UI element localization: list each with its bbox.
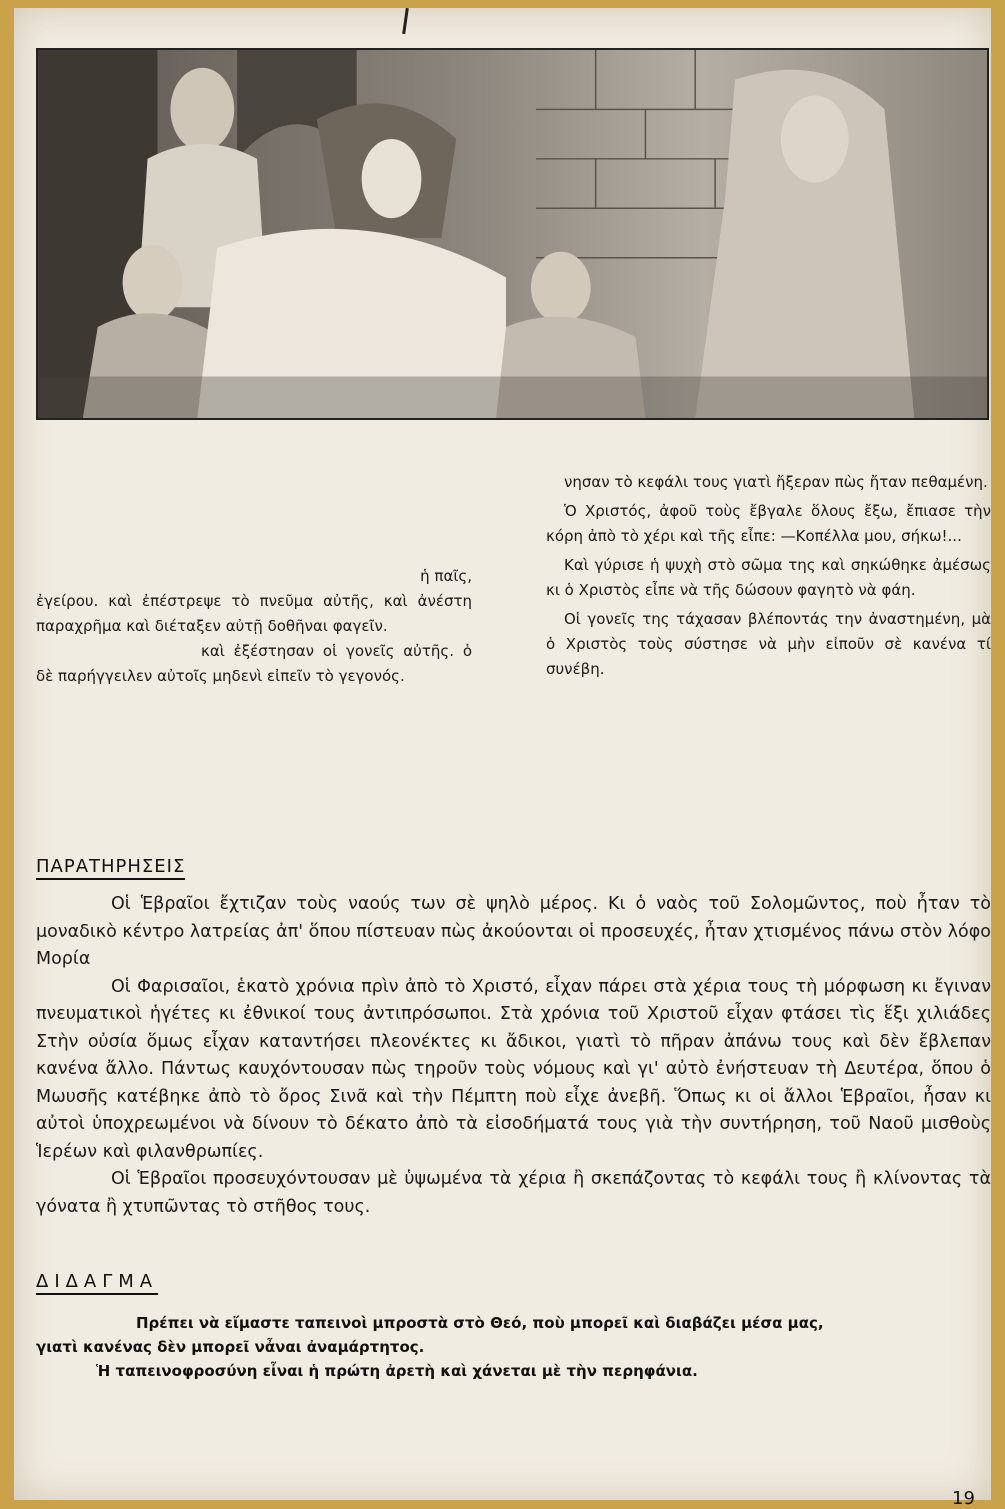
- left-line: ἐγείρου. καὶ ἐπέστρεψε τὸ πνεῦμα αὐτῆς, καὶ ἀνέστη παραχρῆμα καὶ διέταξεν αὐτῇ δοθῆναι φαγεῖν.: [36, 592, 472, 635]
- right-paragraph: Ὁ Χριστός, ἀφοῦ τοὺς ἔβγαλε ὅλους ἔξω, ἔπιασε τὴν κόρη ἀπὸ τὸ χέρι καὶ τῆς εἶπε: —Κοπέλλα μου, σήκω!...: [546, 502, 991, 545]
- lesson-line: Πρέπει νὰ εἴμαστε ταπεινοὶ μπροστὰ στὸ Θεό, ποὺ μπορεῖ καὶ διαβάζει μέσα μας,: [136, 1314, 824, 1332]
- pen-mark: [402, 8, 409, 34]
- lesson-line: γιατὶ κανένας δὲν μπορεῖ νἆναι ἀναμάρτητος.: [36, 1338, 425, 1356]
- remarks-body: [36, 891, 991, 1221]
- page-number: 19: [952, 1488, 975, 1509]
- left-line: καὶ ἐξέστησαν οἱ γονεῖς αὐτῆς. ὁ δὲ παρήγγειλεν αὐτοῖς μηδενὶ εἰπεῖν τὸ γεγονός.: [36, 642, 472, 685]
- illustration: [36, 48, 989, 420]
- left-line: ἡ παῖς,: [420, 567, 472, 585]
- woman-figure: [123, 245, 183, 320]
- remarks-paragraph: Οἱ Ἑβραῖοι προσευχόντουσαν μὲ ὑψωμένα τὰ χέρια ἢ σκεπάζοντας τὸ κεφάλι τους ἢ κλίνοντας τὰ γόνατα ἢ χτυπῶντας τὸ στῆθος τους.: [36, 1169, 991, 1217]
- left-column: [36, 564, 472, 689]
- remarks-paragraph: Οἱ Φαρισαῖοι, ἑκατὸ χρόνια πρὶν ἀπὸ τὸ Χριστό, εἶχαν πάρει στὰ χέρια τους τὴ μόρφωση κι ἔγιναν πνευματικοὶ ἡγέτες κι ἐθνικοί τους ἀντιπρόσωποι. Στὰ χρόνια τοῦ Χριστοῦ εἶχαν φτάσει τὶς ἕξι χιλιάδες Στὴν οὐσία ὅμως εἶχαν καταντήσει πλεονέκτες κι ἄδικοι, γιατὶ τὸ πῆραν ἀπάνω τους καὶ δὲν ἔβλεπαν κανένα ἄλλο. Πάντως καυχόντουσαν πὼς τηροῦν τοὺς νόμους καὶ γι' αὐτὸ ἐνήστευαν τὴ Δευτέρα, ὅπου ὁ Μωυσῆς κατέβηκε ἀπὸ τὸ ὄρος Σινᾶ καὶ τὴν Πέμπτη ποὺ εἶχε ἀνεβῆ. Ὅπως κι οἱ ἄλλοι Ἑβραῖοι, ἦσαν κι αὐτοὶ ὑποχρεωμένοι νὰ δίνουν τὸ δέκατο ἀπὸ τὰ εἰσοδήματά τους γιὰ τὴν συντήρηση, τοῦ Ναοῦ μισθοὺς Ἱερέων καὶ φιλανθρωπίες.: [36, 976, 991, 1162]
- right-column: [546, 470, 991, 686]
- girl-head: [531, 252, 591, 323]
- illustration-drawing: [38, 50, 987, 418]
- right-paragraph: Καὶ γύρισε ἡ ψυχὴ στὸ σῶμα της καὶ σηκώθηκε ἀμέσως κι ὁ Χριστὸς εἶπε νὰ τῆς δώσουν φαγητὸ νὰ φάη.: [546, 556, 991, 599]
- right-paragraph: νησαν τὸ κεφάλι τους γιατὶ ἤξεραν πὼς ἤταν πεθαμένη.: [564, 473, 988, 491]
- lesson-line: Ἡ ταπεινοφροσύνη εἶναι ἡ πρώτη ἀρετὴ καὶ χάνεται μὲ τὴν περηφάνια.: [96, 1362, 698, 1380]
- remarks-paragraph: Οἱ Ἑβραῖοι ἔχτιζαν τοὺς ναούς των σὲ ψηλὸ μέρος. Κι ὁ ναὸς τοῦ Σολομῶντος, ποὺ ἦταν τὸ μοναδικὸ κέντρο λατρείας ἀπ' ὅπου πίστευαν πὼς ἀκούονται οἱ προσευχές, ἦταν χτισμένος πάνω στὸν λόφο Μορία: [36, 894, 991, 969]
- bearded-man-figure: [170, 68, 234, 151]
- magazine-page: [14, 8, 991, 1509]
- right-paragraph: Οἱ γονεῖς της τάχασαν βλέποντάς την ἀναστημένη, μὰ ὁ Χριστὸς τοὺς σύστησε νὰ μὴν εἰποῦν σὲ κανένα τί συνέβη.: [546, 610, 991, 678]
- remarks-heading: ΠΑΡΑΤΗΡΗΣΕΙΣ: [36, 856, 185, 880]
- lesson-heading: ΔΙΔΑΓΜΑ: [36, 1271, 158, 1295]
- lesson-body: [36, 1311, 991, 1383]
